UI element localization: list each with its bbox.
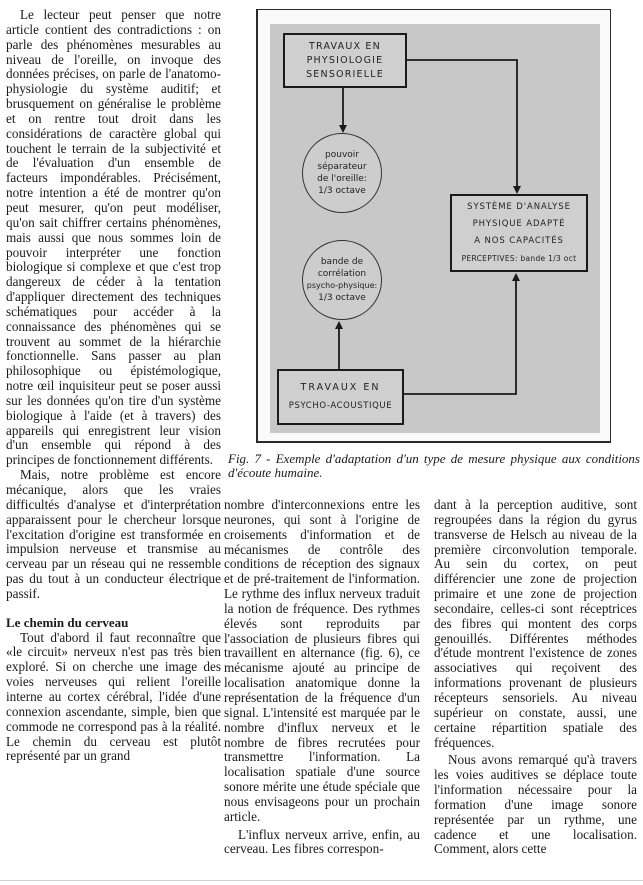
circle-line: de l'oreille: [317, 174, 367, 184]
figure-circle-bande-correlation [302, 240, 382, 320]
figure-box-systeme-analyse [450, 194, 588, 272]
box-line: A NOS CAPACITÉS [474, 236, 564, 246]
box-line: TRAVAUX EN [309, 40, 381, 52]
cortex-paragraph: dant à la perception auditive, sont regroupées dans la région du gyrus transverse de Helsch au niveau de la première circonvolution temporale. Au sein du cortex, on peut différencier une zone de projection primaire et une zone de projection secondaire, celles-ci sont réceptrices des fibres qui montent des corps genouillés. Différentes méthodes d'étude montrent l'existence de zones associatives qui reçoivent des informations provenant de plusieurs récepteurs sensoriels. Au niveau supérieur on constate, aussi, une certaine répartition spatiale des fréquences. [434, 497, 637, 750]
figure-box-physiologie-sensorielle [283, 33, 407, 88]
circle-line: bande de [320, 257, 364, 267]
box-line: SENSORIELLE [306, 68, 384, 80]
circle-line: 1/3 octave [318, 293, 366, 303]
circle-line: corrélation [317, 269, 367, 279]
circle-line: séparateur [317, 162, 367, 172]
box-line: PSYCHO-ACOUSTIQUE [288, 401, 393, 411]
box-line: TRAVAUX EN [300, 382, 381, 393]
figure-box-psycho-acoustique [277, 369, 404, 425]
box-line: PHYSIOLOGIE [306, 54, 384, 66]
page-bottom-rule [0, 880, 643, 881]
middle-column [224, 498, 420, 857]
box-line: PHYSIQUE ADAPTÉ [472, 219, 566, 229]
figure-caption: Fig. 7 - Exemple d'adaptation d'un type de mesure physique aux conditions d'écoute humaine. [228, 451, 640, 480]
circle-line: psycho-physique: [306, 281, 378, 290]
right-column [434, 498, 637, 857]
section-paragraph: Tout d'abord il faut reconnaître que «le circuit» nerveux n'est pas très bien exploré. Si on cherche une image des voies nerveuses qui relient l'oreille interne au cortex cérébral, l'idée d'une connexion ascendante, simple, bien que commode ne correspond pas à la réalité. Le chemin du cerveau est plutôt représenté par un grand [6, 629, 221, 764]
intro-paragraph: Le lecteur peut penser que notre article contient des contradictions : on parle des phénomènes mesurables au niveau de l'oreille, on invoque des données précises, on parle de l'anatomo-physiologie du système auditif; et brusquement on généralise le problème et on rentre tout droit dans les considérations de caractère global qui touchent le terrain de la subjectivité et de l'évaluation d'un ensemble de facteurs impondérables. Précisément, notre intention a été de montrer qu'on peut mesurer, qu'on peut modéliser, qu'on sait chiffrer certains phénomènes, mais aussi que nous sommes loin de pouvoir interpréter une fonction biologique si complexe et que c'est trop dangereux de céder à la tentation d'appliquer directement des techniques schématiques pour accéder à la connaissance des phénomènes qui se trouvent au sommet de la hiérarchie fonctionnelle. Sans passer au plan philosophique ou épistémologique, notre œil inquisiteur peut se poser aussi sur les données qu'on tire d'un système biologique à l'aide (et à travers) des appareils qui enregistrent leur vision d'un ensemble qui répond à des principes de fonctionnement différents. [6, 7, 221, 468]
circle-line: pouvoir [325, 150, 359, 160]
figure-circle-pouvoir-separateur [302, 133, 382, 213]
neurons-paragraph: nombre d'interconnexions entre les neurones, qui sont à l'origine de croisements d'information et de mécanismes de contrôle des conditions de réception des signaux et de pré-traitement de l'information. Le rythme des influx nerveux traduit la notion de fréquence. Des rythmes élevés sont reproduits par l'association de plusieurs fibres qui travaillent en alternance (fig. 6), ce mécanisme ajouté au principe de localisation anatomique donne la représentation de la fréquence d'un signal. L'intensité est marquée par le nombre d'influx nerveux et le nombre de fibres recrutées pour transmettre l'information. La localisation spatiale d'une source sonore mérite une étude spéciale que nous envisageons pour un prochain article. [224, 497, 420, 824]
circle-line: 1/3 octave [318, 186, 366, 196]
conclusion-paragraph: Nous avons remarqué qu'à travers les voies auditives se déplace toute l'information nécessaire pour la formation d'une image sonore représentée par un rythme, une cadence et une localisation. Comment, alors cette [434, 752, 637, 857]
box-line: SYSTÈME D'ANALYSE [467, 202, 571, 212]
box-line: PERCEPTIVES: bande 1/3 oct [461, 254, 577, 263]
section-heading: Le chemin du cerveau [6, 614, 129, 630]
mechanics-paragraph: Mais, notre problème est encore mécanique, alors que les vraies difficultés d'analyse et d'interprétation apparaissent pour le chercheur lorsque l'excitation d'origine est transformée en impulsion nerveuse et transmise au cerveau par un réseau qui ne ressemble pas du tout à un conducteur électrique passif. [6, 467, 221, 601]
influx-paragraph: L'influx nerveux arrive, enfin, au cerveau. Les fibres correspon- [224, 826, 420, 857]
left-column [6, 8, 221, 764]
